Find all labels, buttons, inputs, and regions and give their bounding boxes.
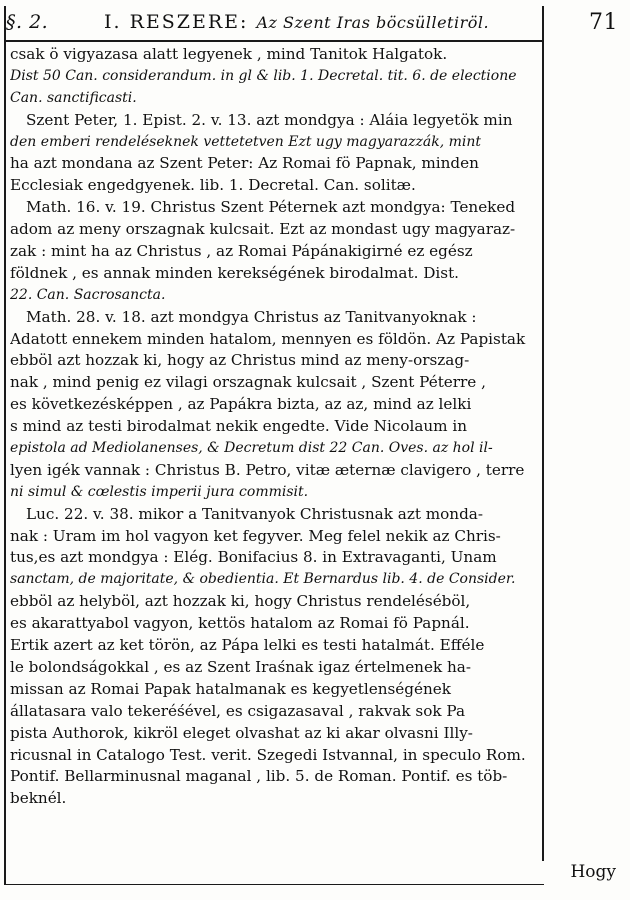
text-line: nak : Uram im hol vagyon ket fegyver. Meg felel nekik az Chris- [10, 526, 501, 545]
bottom-rule [4, 884, 544, 885]
text-line: Can. sanctificasti. [10, 89, 137, 106]
catchword: Hogy [570, 862, 616, 882]
text-line: missan az Romai Papak hatalmanak es kegyetlenségének [10, 679, 451, 698]
text-line: ebböl azt hozzak ki, hogy az Christus mind az meny-orszag- [10, 351, 470, 370]
text-line: földnek , es annak minden kerekségének birodalmat. Dist. [10, 263, 459, 282]
text-line: Ecclesiak engedgyenek. lib. 1. Decretal. Can. solitæ. [10, 176, 416, 195]
text-line: adom az meny orszagnak kulcsait. Ezt az mondast ugy magyaraz- [10, 220, 516, 239]
text-line: lyen igék vannak : Christus B. Petro, vitæ æternæ clavigero , terre [10, 460, 525, 479]
text-line: csak ö vigyazasa alatt legyenek , mind Tanitok Halgatok. [10, 45, 448, 63]
running-title: Az Szent Iras böcsülletiröl. [256, 12, 490, 32]
text-line: es akarattyabol vagyon, kettös hatalom az Romai fö Papnál. [10, 614, 470, 633]
left-border-rule [4, 6, 6, 884]
paragraph-start: Luc. 22. v. 38. mikor a Tanitvanyok Christusnak azt monda- [26, 504, 483, 523]
text-line: Adatott ennekem minden hatalom, mennyen es földön. Az Papistak [10, 329, 526, 348]
right-border-rule [542, 6, 544, 861]
paragraph-start: Szent Peter, 1. Epist. 2. v. 13. azt mondgya : Aláia legyetök min [26, 110, 513, 129]
text-line: ricusnal in Catalogo Test. verit. Szegedi Istvannal, in speculo Rom. [10, 745, 526, 764]
text-line: den emberi rendeléseknek vettetetven Ezt ugy magyarazzák, mint [10, 133, 482, 150]
text-line: ebböl az helyböl, azt hozzak ki, hogy Christus rendeléséböl, [10, 592, 471, 611]
text-line: Ertik azert az ket törön, az Pápa lelki es testi hatalmát. Efféle [10, 636, 485, 655]
running-header [6, 6, 624, 38]
paragraph-start: Math. 28. v. 18. azt mondgya Christus az Tanitvanyoknak : [26, 307, 477, 326]
part-title: I. RESZERE: [104, 11, 249, 33]
text-line: beknél. [10, 789, 67, 808]
text-line: pista Authorok, kikröl eleget olvashat az ki akar olvasni Illy- [10, 723, 473, 742]
text-line: es következésképpen , az Papákra bizta, az az, mind az lelki [10, 395, 472, 414]
text-line: epistola ad Mediolanenses, & Decretum dist 22 Can. Oves. az hol il- [10, 440, 493, 457]
text-line: tus,es azt mondgya : Elég. Bonifacius 8. in Extravaganti, Unam [10, 548, 497, 567]
page-number: 71 [589, 9, 618, 35]
text-line: ni simul & cœlestis imperii jura commisit. [10, 483, 309, 500]
text-body [10, 44, 538, 810]
text-line: állatasara valo tekeréśével, es csigazasaval , rakvak sok Pa [10, 701, 465, 720]
text-line: ha azt mondana az Szent Peter: Az Romai fö Papnak, minden [10, 154, 479, 173]
text-line: nak , mind penig ez vilagi orszagnak kulcsait , Szent Péterre , [10, 373, 486, 392]
header-rule [4, 40, 544, 42]
text-line: Pontif. Bellarminusnal maganal , lib. 5. de Roman. Pontif. es töb- [10, 767, 508, 786]
text-line: 22. Can. Sacrosancta. [10, 286, 166, 303]
text-line: le bolondságokkal , es az Szent Iraśnak igaz értelmenek ha- [10, 657, 471, 676]
text-line: sanctam, de majoritate, & obedientia. Et Bernardus lib. 4. de Consider. [10, 571, 516, 588]
text-line: s mind az testi birodalmat nekik engedte. Vide Nicolaum in [10, 417, 468, 436]
text-line: zak : mint ha az Christus , az Romai Pápánakigirné ez egész [10, 242, 473, 261]
text-line: Dist 50 Can. considerandum. in gl & lib. 1. Decretal. tit. 6. de electione [10, 67, 517, 84]
paragraph-start: Math. 16. v. 19. Christus Szent Péternek azt mondgya: Teneked [26, 198, 516, 217]
section-mark: §. 2. [6, 11, 49, 33]
